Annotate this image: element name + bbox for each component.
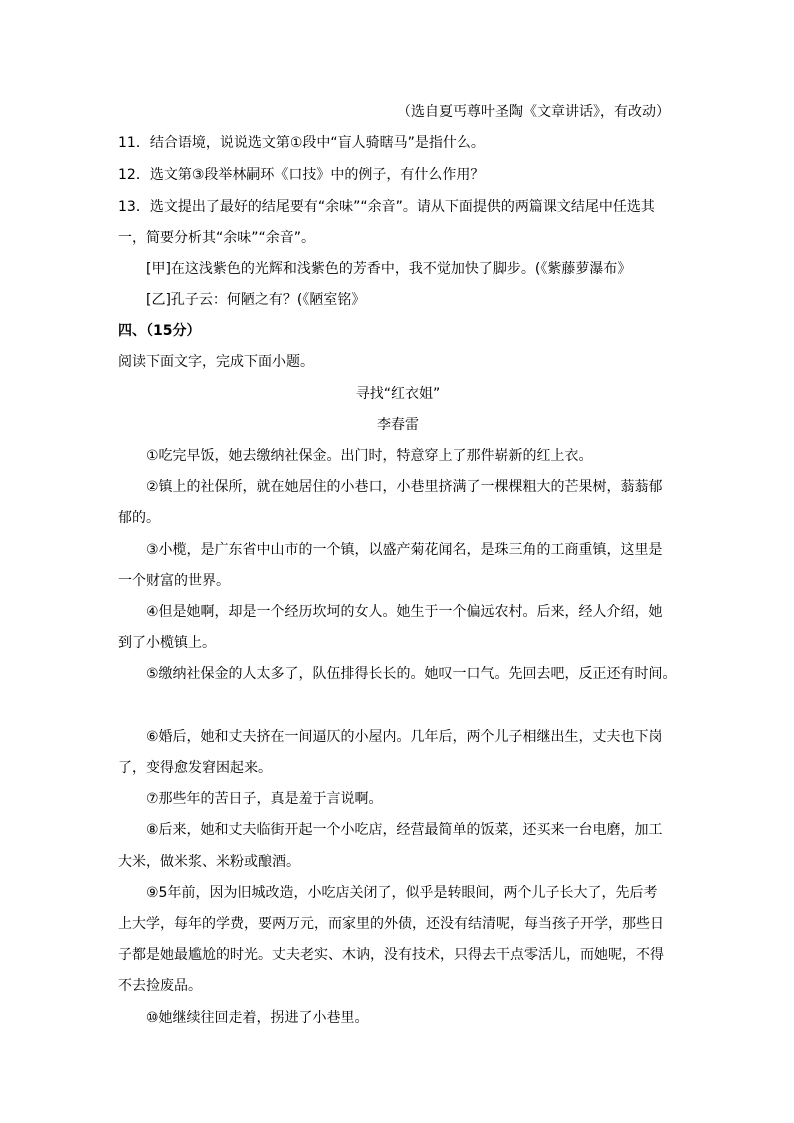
paragraph-line: ④但是她啊，却是一个经历坎坷的女人。她生于一个偏远农村。后来，经人介绍，她 — [146, 604, 663, 620]
option-jia: [甲]在这浅紫色的光辉和浅紫色的芳香中，我不觉加快了脚步。(《紫藤萝瀑布》 — [146, 261, 632, 277]
paragraph-line: 一个财富的世界。 — [118, 573, 230, 589]
paragraph-line: 大米，做米浆、米粉或酿酒。 — [118, 854, 300, 870]
paragraph-line: ⑧后来，她和丈夫临街开起一个小吃店，经营最简单的饭菜，还买来一台电磨，加工 — [146, 822, 663, 838]
paragraph-line: ⑤缴纳社保金的人太多了，队伍排得长长的。她叹一口气。先回去吧，反正还有时间。 — [146, 666, 677, 682]
paragraph-line: 了，变得愈发窘困起来。 — [118, 760, 272, 776]
paragraph-line: ②镇上的社保所，就在她居住的小巷口，小巷里挤满了一棵棵粗大的芒果树，蓊蓊郁 — [146, 479, 663, 495]
paragraph-line: 不去捡废品。 — [118, 978, 202, 994]
paragraph-line: 子都是她最尴尬的时光。丈夫老实、木讷，没有技术，只得去干点零活儿，而她呢，不得 — [118, 947, 664, 963]
section-heading: 四、（15分） — [118, 323, 201, 339]
paragraph-line: 到了小榄镇上。 — [118, 635, 216, 651]
question-12: 12．选文第③段举林嗣环《口技》中的例子，有什么作用？ — [118, 167, 485, 183]
paragraph-line: ⑦那些年的苦日子，真是羞于言说啊。 — [146, 791, 383, 807]
question-13: 13．选文提出了最好的结尾要有“余味”“余音”。请从下面提供的两篇课文结尾中任选其 — [118, 199, 655, 215]
paragraph-line: ⑨5年前，因为旧城改造，小吃店关闭了，似乎是转眼间，两个儿子长大了，先后考 — [146, 885, 658, 901]
article-title: 寻找“红衣姐” — [355, 386, 441, 402]
paragraph-line: ③小榄，是广东省中山市的一个镇，以盛产菊花闻名，是珠三角的工商重镇，这里是 — [146, 542, 663, 558]
paragraph-line: 上大学，每年的学费，要两万元，而家里的外债，还没有结清呢，每当孩子开学，那些日 — [118, 916, 664, 932]
paragraph-line: 郁的。 — [118, 510, 160, 526]
question-13-continued: 一，简要分析其“余味”“余音”。 — [118, 230, 316, 246]
source-note: （选自夏丐尊叶圣陶《文章讲话》，有改动） — [397, 104, 670, 120]
option-yi: [乙]孔子云：何陋之有？(《陋室铭》 — [146, 292, 366, 308]
paragraph-line: ①吃完早饭，她去缴纳社保金。出门时，特意穿上了那件崭新的红上衣。 — [146, 448, 593, 464]
paragraph-line: ⑩她继续往回走着，拐进了小巷里。 — [146, 1010, 369, 1026]
paragraph-line: ⑥婚后，她和丈夫挤在一间逼仄的小屋内。几年后，两个儿子相继出生，丈夫也下岗 — [146, 729, 663, 745]
question-11: 11．结合语境，说说选文第①段中“盲人骑瞎马”是指什么。 — [118, 135, 485, 151]
article-author: 李春雷 — [377, 417, 419, 433]
reading-instruction: 阅读下面文字，完成下面小题。 — [118, 354, 314, 370]
